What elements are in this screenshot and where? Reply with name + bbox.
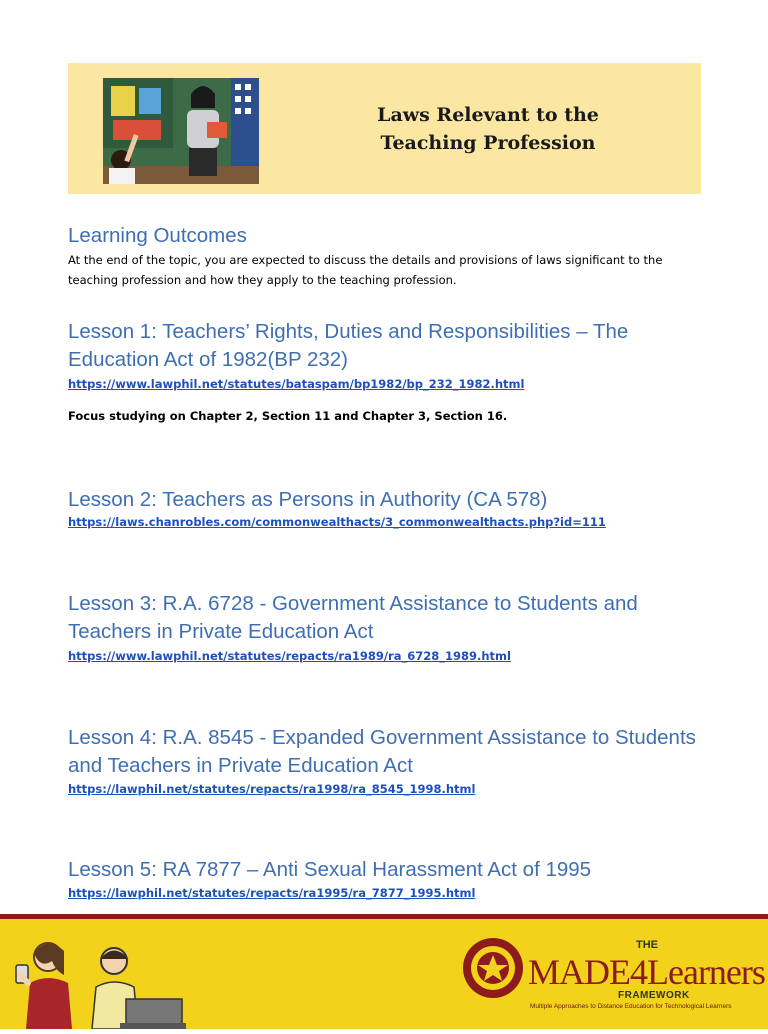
lesson-4-link[interactable]: https://lawphil.net/statutes/repacts/ra1998/ra_8545_1998.html [68,782,476,796]
banner-title-line2: Teaching Profession [380,132,596,154]
lesson-5-title-line1: Lesson 5: RA 7877 – Anti Sexual Harassment Act of 1995 [68,858,592,881]
lesson-3-title [68,590,708,646]
lesson-4-title-line2: and Teachers in Private Education Act [68,754,413,777]
university-seal-icon [462,937,524,999]
teacher-classroom-image [103,78,259,184]
lesson-2-title-line1: Lesson 2: Teachers as Persons in Authority (CA 578) [68,488,548,511]
lesson-1-title-line2: Education Act of 1982(BP 232) [68,348,348,371]
lesson-2-link[interactable]: https://laws.chanrobles.com/commonwealthacts/3_commonwealthacts.php?id=111 [68,515,606,529]
lesson-1-title [68,318,708,374]
learners-illustration [10,931,190,1029]
lesson-5-link[interactable]: https://lawphil.net/statutes/repacts/ra1995/ra_7877_1995.html [68,886,476,900]
learning-outcomes-text: At the end of the topic, you are expected to discuss the details and provisions of laws significant to the teaching profession and how they apply to the teaching profession. [68,253,663,287]
lesson-4-title [68,724,708,780]
lesson-5-title [68,856,708,884]
lesson-1-note: Focus studying on Chapter 2, Section 11 and Chapter 3, Section 16. [68,409,508,423]
lesson-1-title-line1: Lesson 1: Teachers’ Rights, Duties and Responsibilities – The [68,320,629,343]
title-banner [68,63,701,194]
brand-the: THE [636,939,658,951]
brand-tagline: Multiple Approaches to Distance Education for Technological Learners [530,1003,732,1010]
learning-outcomes-heading: Learning Outcomes [68,224,247,247]
lesson-3-title-line1: Lesson 3: R.A. 6728 - Government Assistance to Students and [68,592,638,615]
brand-framework: FRAMEWORK [618,990,690,1001]
banner-title [318,101,658,157]
lesson-3-link[interactable]: https://www.lawphil.net/statutes/repacts/ra1989/ra_6728_1989.html [68,649,511,663]
banner-title-line1: Laws Relevant to the [377,104,599,126]
lesson-4-title-line1: Lesson 4: R.A. 8545 - Expanded Government Assistance to Students [68,726,696,749]
lesson-1-link[interactable]: https://www.lawphil.net/statutes/bataspam/bp1982/bp_232_1982.html [68,377,525,391]
brand-name: MADE4Learners [528,952,765,992]
footer-banner [0,914,768,1029]
lesson-3-title-line2: Teachers in Private Education Act [68,620,374,643]
lesson-2-title [68,486,708,514]
